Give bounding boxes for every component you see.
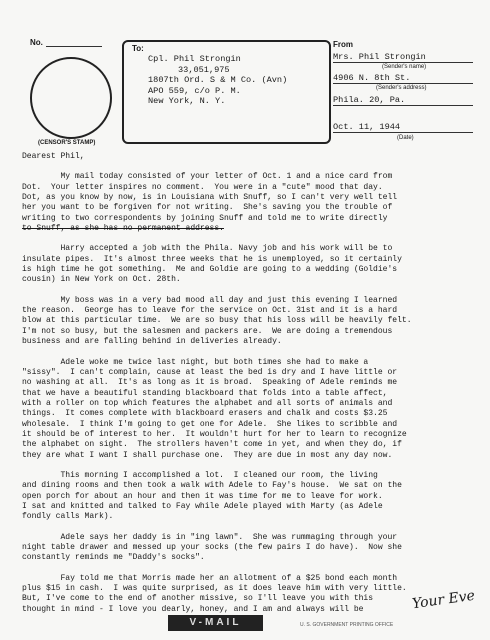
text-line: the reason. George has to leave for the service on Oct. 31st and it is a hard (22, 306, 398, 316)
text-line: Harry accepted a job with the Phila. Navy job and his work will be to (22, 244, 393, 254)
text-line: This morning I accomplished a lot. I cleaned our room, the living (22, 470, 378, 480)
text-line: night table drawer and messed up your socks (the few pairs I do have). Now she (22, 543, 402, 552)
text-line: the alphabet on sight. The strollers haven't come in yet, and when they do, if (22, 440, 402, 450)
sender-address-field: 4906 N. 8th St. (333, 73, 473, 84)
text-line: I sat and knitted and talked to Fay while Adele played with Marty (as Adele (22, 501, 383, 511)
text-line: business and are falling behind in deliveries already. (22, 337, 282, 347)
text-line: and dining rooms and then took a walk with Adele to Fay's house. We sat on the (22, 481, 402, 491)
text-line: Dot. Your letter inspires no comment. You were in a "cute" mood that day. (22, 182, 383, 192)
text-line: that we have a beautiful standing blackboard that folds into a table affect, (22, 388, 388, 398)
text-line: it should be of interest to her. It wouldn't hurt for her to learn to recognize (22, 429, 407, 439)
text-line: constantly reminds me "Daddy's socks". (22, 553, 205, 563)
text-line: wholesale. I think I'm going to get one for Adele. She likes to scribble and (22, 419, 398, 429)
text-line: cousin) in New York on Oct. 28th. (22, 275, 181, 285)
text-line: they are what I want I shall purchase one. They are due in most any day now. (22, 450, 393, 460)
text-line: Adele says her daddy is in "ing lawn". She was rummaging through your (22, 532, 398, 542)
recipient-address (148, 54, 287, 107)
sender-name-field: Mrs. Phil Strongin (333, 52, 473, 63)
recipient-line: New York, N. Y. (148, 96, 226, 107)
number-line (46, 46, 102, 47)
text-line: writing to two correspondents by joining Snuff and told me to write directly (22, 213, 388, 223)
text-line: things. It comes complete with blackboard erasers and chalk and costs $3.25 (22, 409, 388, 419)
sender-name-caption: (Sender's name) (382, 64, 427, 70)
recipient-line: Cpl. Phil Strongin (148, 54, 241, 64)
to-label: To: (132, 44, 144, 53)
text-line: plus $15 in cash. I was quite surprised, as it does leave him with very little. (22, 584, 407, 594)
censor-stamp-label: (CENSOR'S STAMP) (38, 140, 96, 146)
sender-address-caption: (Sender's address) (376, 85, 427, 91)
text-line: My mail today consisted of your letter of Oct. 1 and a nice card from (22, 172, 393, 182)
text-line: thought in mind - I love you dearly, honey, and I am and always will be (22, 604, 364, 614)
text-line: Fay told me that Morris made her an allotment of a $25 bond each month (22, 573, 398, 583)
paragraph (22, 244, 480, 285)
paragraph (22, 471, 480, 523)
censor-stamp-circle (30, 57, 112, 139)
letter-body (22, 152, 480, 615)
text-line: open porch for about an hour and then it was time for me to leave for work. (22, 491, 383, 501)
salutation: Dearest Phil, (22, 152, 85, 161)
text-line: is high time he got something. Me and Goldie are going to a wedding (Goldie's (22, 265, 398, 275)
recipient-line: APO 559, c/o P. M. (148, 85, 241, 96)
text-line: her you want to be forgiven for not writing. She's saving you the trouble of (22, 203, 393, 213)
paragraph (22, 358, 480, 461)
handwritten-signature: Your Eve (411, 587, 476, 613)
text-line: But, I've come to the end of another missive, so I'll leave you with this (22, 594, 374, 604)
text-line: fondly calls Mark). (22, 512, 114, 522)
text-line: I'm not so busy, but the salesmen and packers are. We are doing a tremendous (22, 326, 393, 336)
sender-city-field: Phila. 20, Pa. (333, 95, 473, 106)
text-line: with a roller on top which features the alphabet and all sorts of animals and (22, 398, 393, 408)
text-line: "sissy". I can't complain, cause at least the bed is dry and I have little or (22, 367, 398, 377)
vmail-stamp: V-MAIL (168, 615, 263, 631)
printing-office-note: U. S. GOVERNMENT PRINTING OFFICE (300, 622, 394, 628)
text-line: no washing at all. It's as long as it is broad. Speaking of Adele reminds me (22, 378, 398, 388)
recipient-line: 33,051,975 (178, 64, 230, 75)
text-line: insulate pipes. It's almost three weeks that he is unemployed, so it certainly (22, 254, 402, 264)
text-line: blow at this particular time. We are so busy that his loss will be heavily felt. (22, 316, 412, 326)
date-field: Oct. 11, 1944 (333, 122, 473, 133)
paragraph (22, 533, 480, 564)
paragraph (22, 296, 480, 348)
recipient-line: 1807th Ord. S & M Co. (Avn) (148, 75, 288, 86)
date-caption: (Date) (397, 135, 414, 141)
text-line: My boss was in a very bad mood all day and just this evening I learned (22, 295, 398, 305)
number-label: No. (30, 38, 43, 47)
from-label: From (333, 40, 353, 49)
paragraph (22, 574, 480, 615)
paragraph (22, 172, 480, 234)
text-line: Dot, as you know by now, is in Louisiana with Snuff, so I can't very well tell (22, 193, 398, 203)
struck-text-line: to Snuff, as she has no permanent address. (22, 224, 224, 234)
text-line: Adele woke me twice last night, but both times she had to make a (22, 357, 369, 367)
